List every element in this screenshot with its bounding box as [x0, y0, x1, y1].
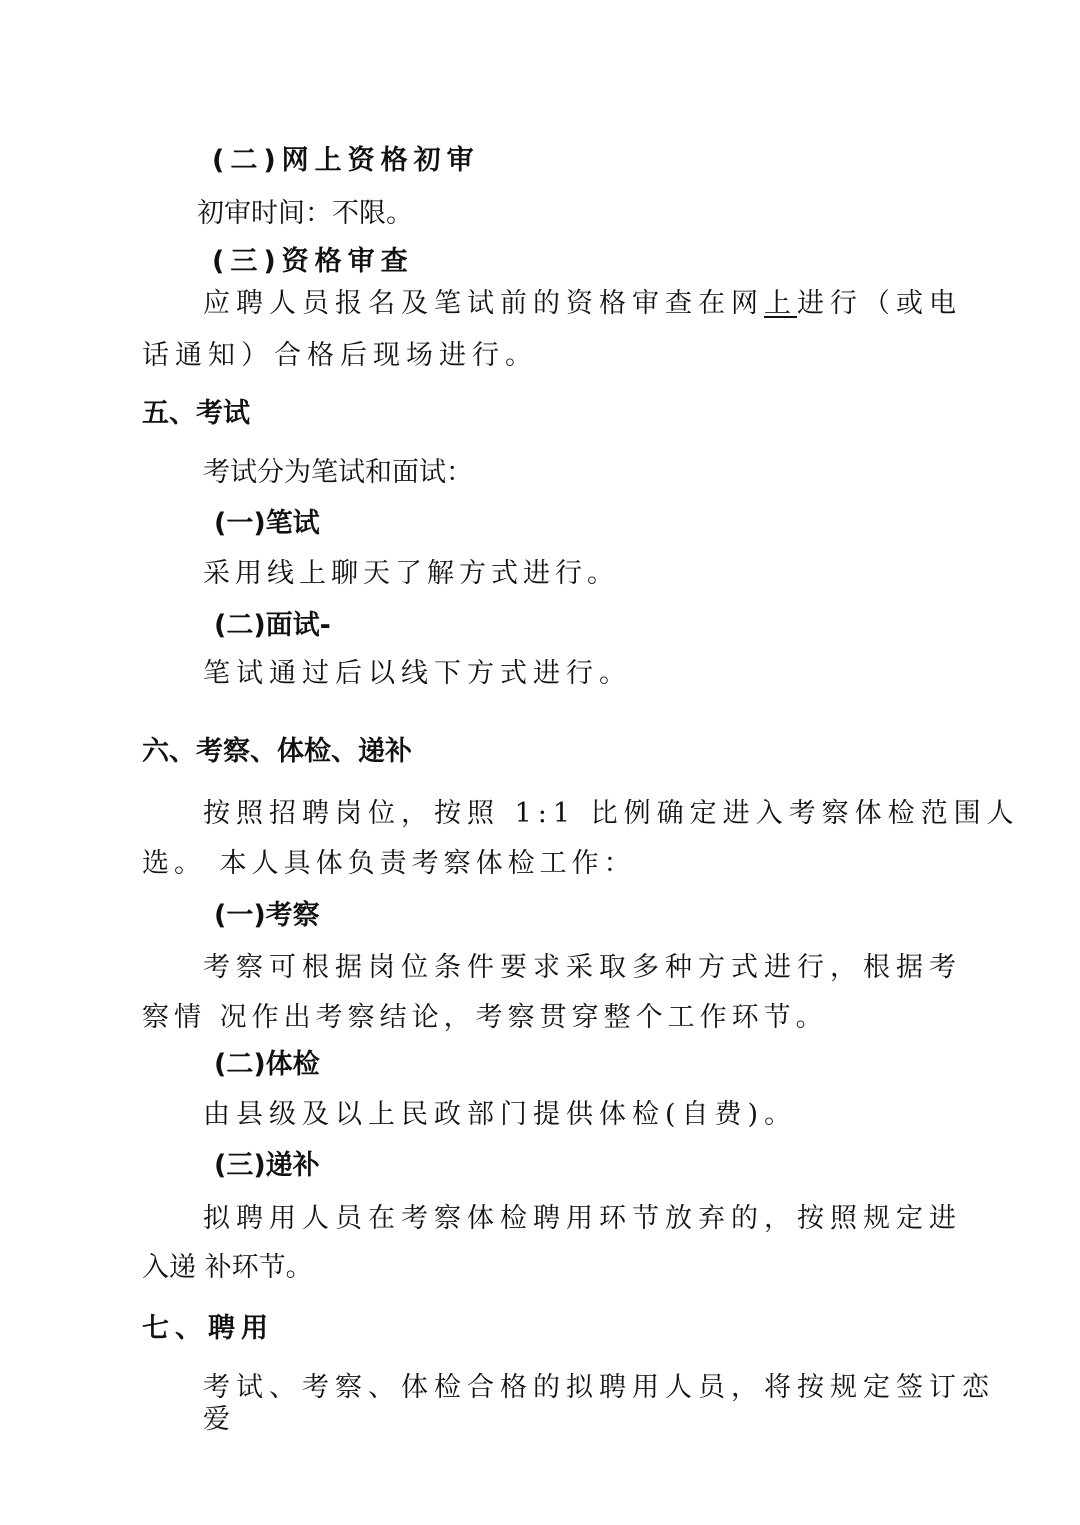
paragraph-written-test: 采用线上聊天了解方式进行。	[203, 558, 619, 589]
paragraph-medical-exam: 由县级及以上民政部门提供体检(自费)。	[203, 1099, 798, 1130]
paragraph-hiring-line2: 爱	[203, 1404, 230, 1435]
paragraph-assessment-line1: 考察可根据岗位条件要求采取多种方式进行，根据考	[203, 952, 962, 983]
section-heading-inspection: 六、考察、体检、递补	[142, 736, 412, 767]
paragraph-replacement-line1: 拟聘用人员在考察体检聘用环节放弃的，按照规定进	[203, 1203, 962, 1234]
paragraph-interview: 笔试通过后以线下方式进行。	[203, 658, 632, 689]
subheading-assessment: (一)考察	[214, 900, 320, 931]
section-heading-hiring: 七、聘用	[142, 1313, 274, 1344]
text-segment: 应聘人员报名及笔试前的资格审查在网	[203, 288, 764, 319]
paragraph-hiring-line1: 考试、考察、体检合格的拟聘用人员，将按规定签订恋	[203, 1372, 995, 1403]
paragraph-inspection-line2: 选。 本人具体负责考察体检工作：	[142, 848, 636, 879]
paragraph-qualification-line1	[203, 286, 962, 322]
paragraph-exam-intro: 考试分为笔试和面试：	[203, 457, 473, 488]
subheading-written-test: (一)笔试	[214, 508, 320, 539]
paragraph-qualification-line2: 话通知）合格后现场进行。	[142, 340, 538, 371]
paragraph-assessment-line2: 察情 况作出考察结论，考察贯穿整个工作环节。	[142, 1002, 828, 1033]
paragraph-replacement-line2: 入递 补环节。	[142, 1252, 313, 1283]
subheading-online-review: (二)网上资格初审	[212, 145, 480, 176]
subheading-replacement: (三)递补	[214, 1150, 320, 1181]
paragraph-inspection-line1: 按照招聘岗位，按照 1:1 比例确定进入考察体检范围人	[203, 798, 1020, 829]
underlined-text: 上	[764, 288, 797, 319]
section-heading-exam: 五、考试	[142, 398, 250, 429]
subheading-medical-exam: (二)体检	[214, 1049, 320, 1080]
paragraph-review-time: 初审时间：不限。	[197, 198, 413, 229]
text-segment: 进行（或电	[797, 288, 962, 319]
subheading-qualification-check: (三)资格审查	[212, 246, 414, 277]
subheading-interview: (二)面试-	[214, 610, 331, 641]
